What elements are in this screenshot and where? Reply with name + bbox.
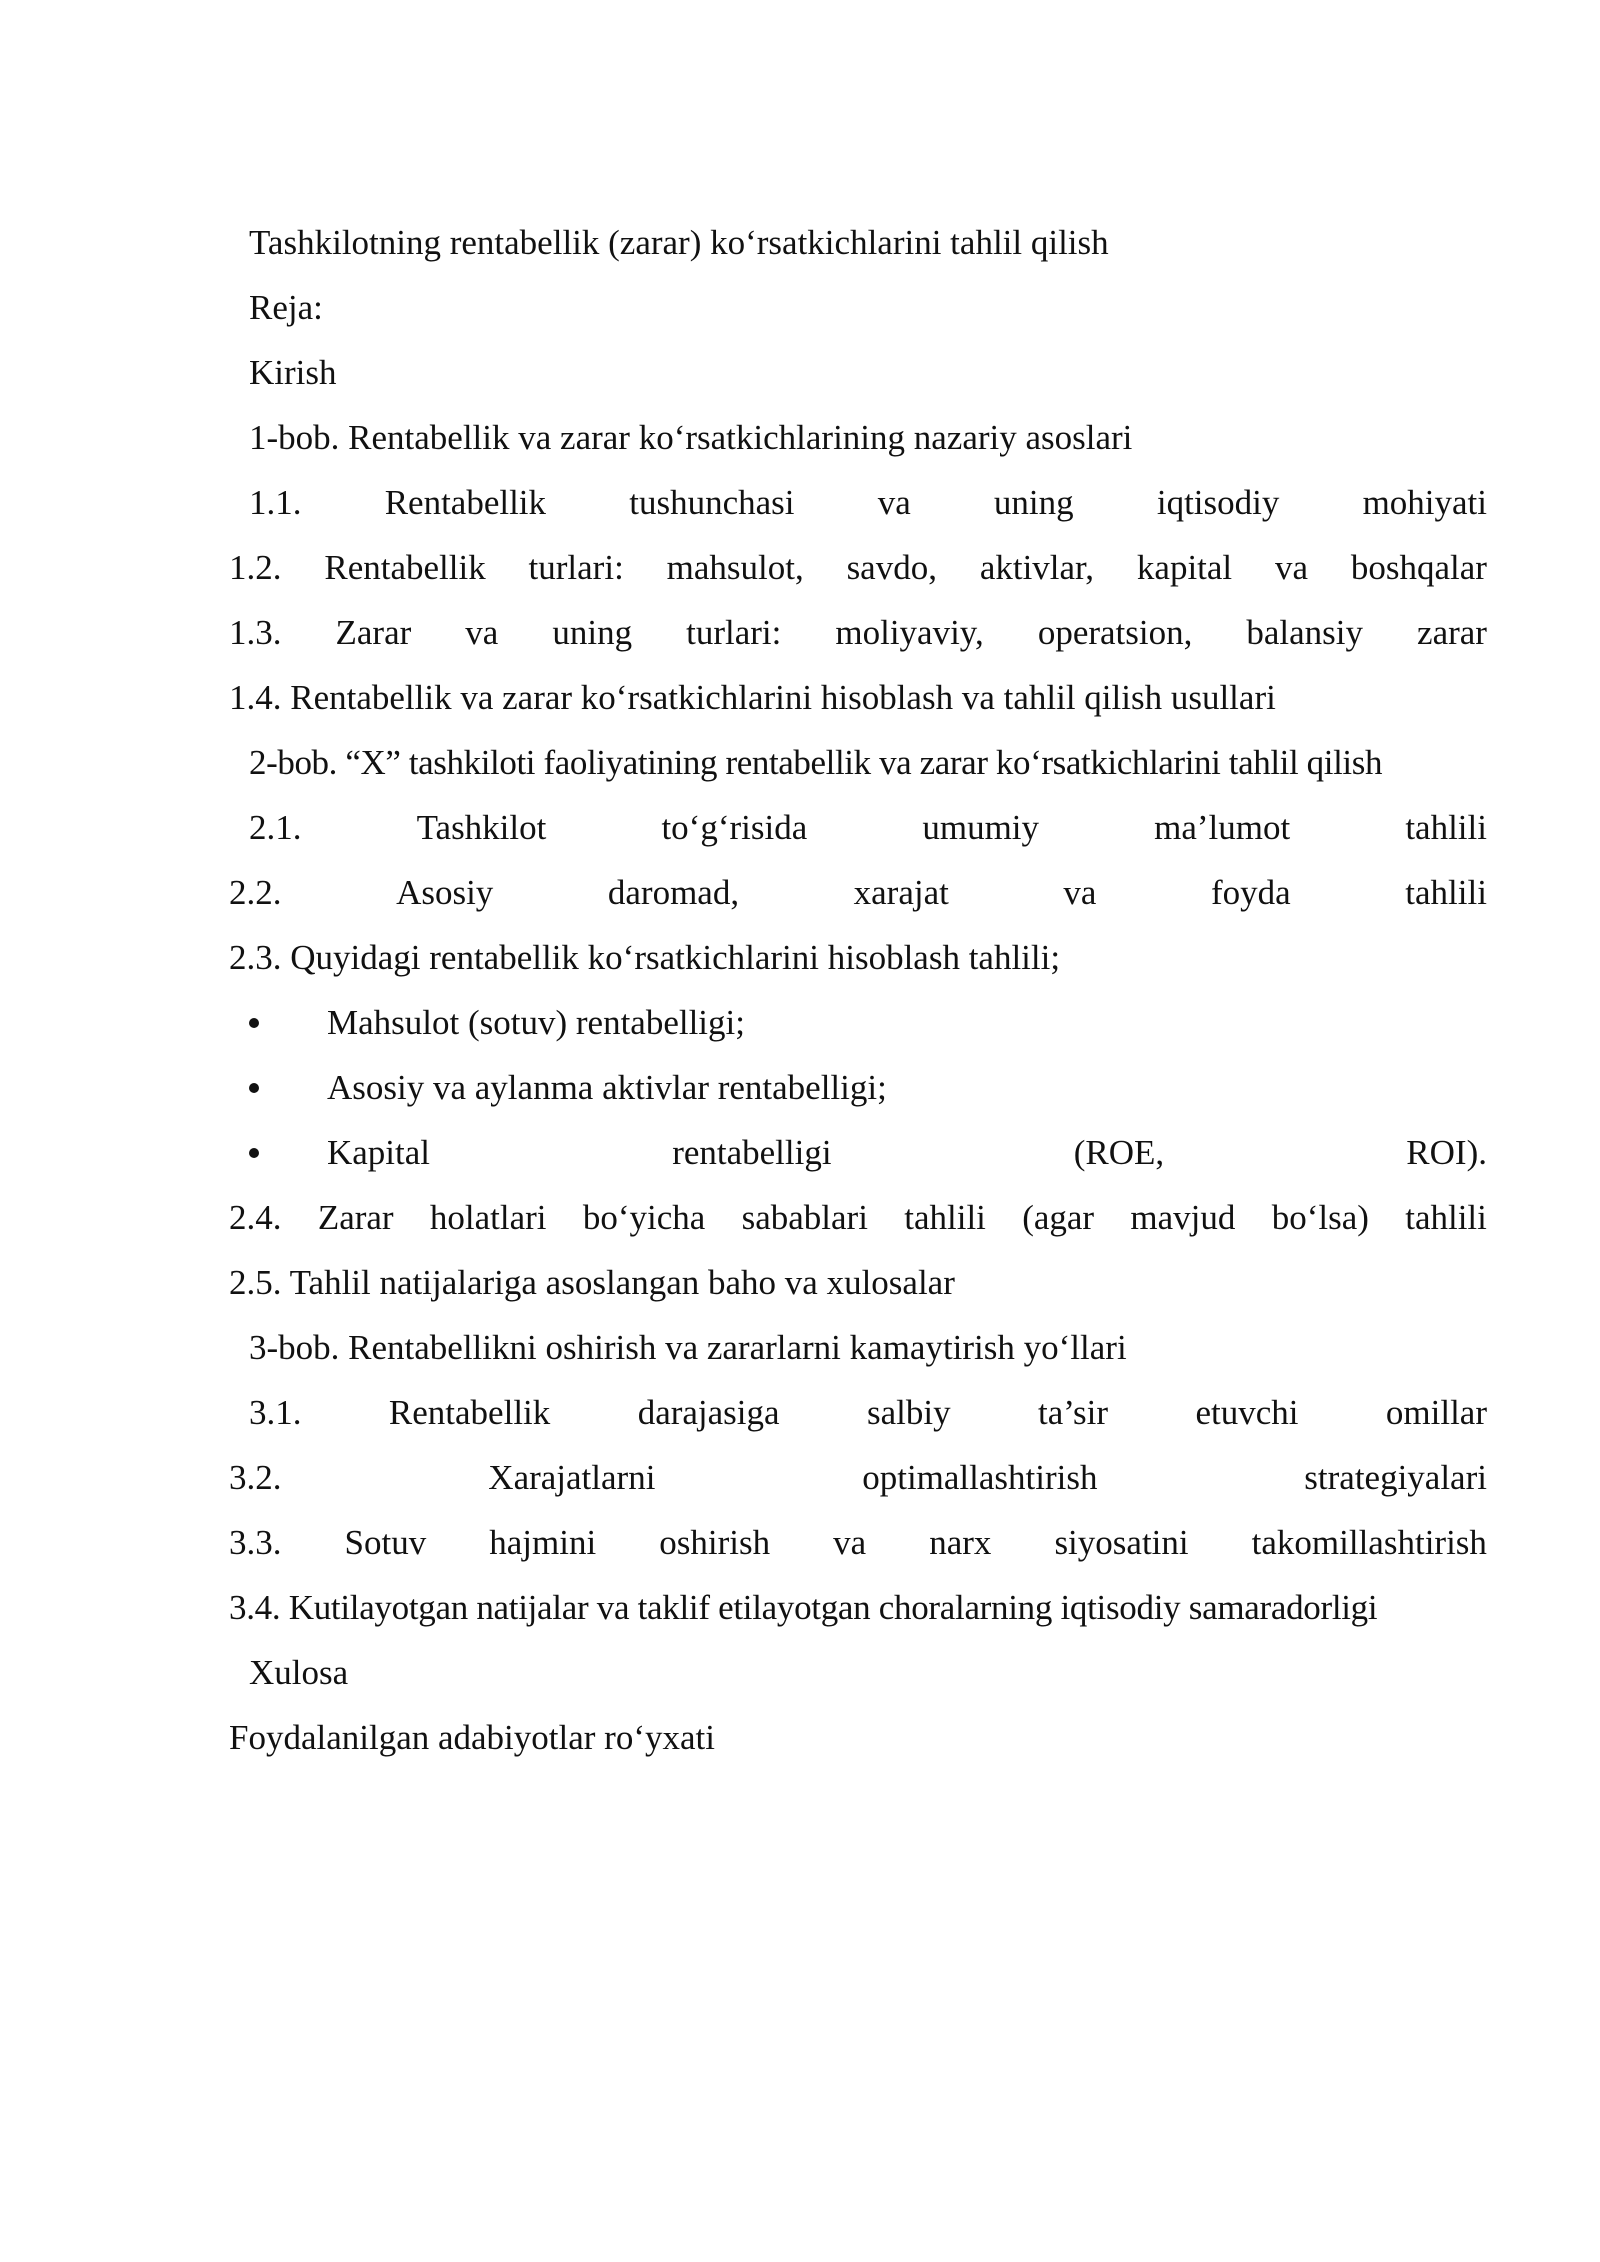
bullet-item-1: Mahsulot (sotuv) rentabelligi; — [229, 990, 1487, 1055]
bullet-icon — [249, 1018, 259, 1028]
section-3-4: 3.4. Kutilayotgan natijalar va taklif etilayotgan choralarning iqtisodiy samaradorligi — [229, 1588, 1378, 1627]
chapter-2-title: 2-bob. “X” tashkiloti faoliyatining rentabellik va zarar ko‘rsatkichlarini tahlil qilish — [249, 743, 1383, 782]
section-3-2: 3.2. Xarajatlarni optimallashtirish strategiyalari — [229, 1458, 1487, 1497]
section-2-3: 2.3. Quyidagi rentabellik ko‘rsatkichlarini hisoblash tahlili; — [229, 938, 1061, 977]
bullet-item-3: Kapital rentabelligi (ROE, ROI). — [229, 1120, 1487, 1185]
bullet-icon — [249, 1083, 259, 1093]
section-3-1: 3.1. Rentabellik darajasiga salbiy ta’sir etuvchi omillar — [249, 1393, 1487, 1432]
bullet-item-2: Asosiy va aylanma aktivlar rentabelligi; — [229, 1055, 1487, 1120]
section-2-1: 2.1. Tashkilot to‘g‘risida umumiy ma’lumot tahlili — [249, 808, 1487, 847]
references-heading: Foydalanilgan adabiyotlar ro‘yxati — [229, 1718, 715, 1757]
plan-label: Reja: — [249, 288, 323, 327]
section-1-2: 1.2. Rentabellik turlari: mahsulot, savdo, aktivlar, kapital va boshqalar — [229, 548, 1487, 587]
section-1-3: 1.3. Zarar va uning turlari: moliyaviy, operatsion, balansiy zarar — [229, 613, 1487, 652]
section-1-1: 1.1. Rentabellik tushunchasi va uning iqtisodiy mohiyati — [249, 483, 1487, 522]
intro-heading: Kirish — [249, 353, 337, 392]
section-2-4: 2.4. Zarar holatlari bo‘yicha sabablari tahlili (agar mavjud bo‘lsa) tahlili — [229, 1198, 1487, 1237]
document-content — [229, 210, 1487, 1770]
chapter-3-title: 3-bob. Rentabellikni oshirish va zararlarni kamaytirish yo‘llari — [249, 1328, 1127, 1367]
chapter-1-title: 1-bob. Rentabellik va zarar ko‘rsatkichlarining nazariy asoslari — [249, 418, 1133, 457]
section-2-2: 2.2. Asosiy daromad, xarajat va foyda tahlili — [229, 873, 1487, 912]
document-title: Tashkilotning rentabellik (zarar) ko‘rsatkichlarini tahlil qilish — [249, 223, 1109, 262]
section-2-5: 2.5. Tahlil natijalariga asoslangan baho va xulosalar — [229, 1263, 955, 1302]
conclusion-heading: Xulosa — [249, 1653, 349, 1692]
section-1-4: 1.4. Rentabellik va zarar ko‘rsatkichlarini hisoblash va tahlil qilish usullari — [229, 678, 1276, 717]
bullet-icon — [249, 1148, 259, 1158]
section-3-3: 3.3. Sotuv hajmini oshirish va narx siyosatini takomillashtirish — [229, 1523, 1487, 1562]
